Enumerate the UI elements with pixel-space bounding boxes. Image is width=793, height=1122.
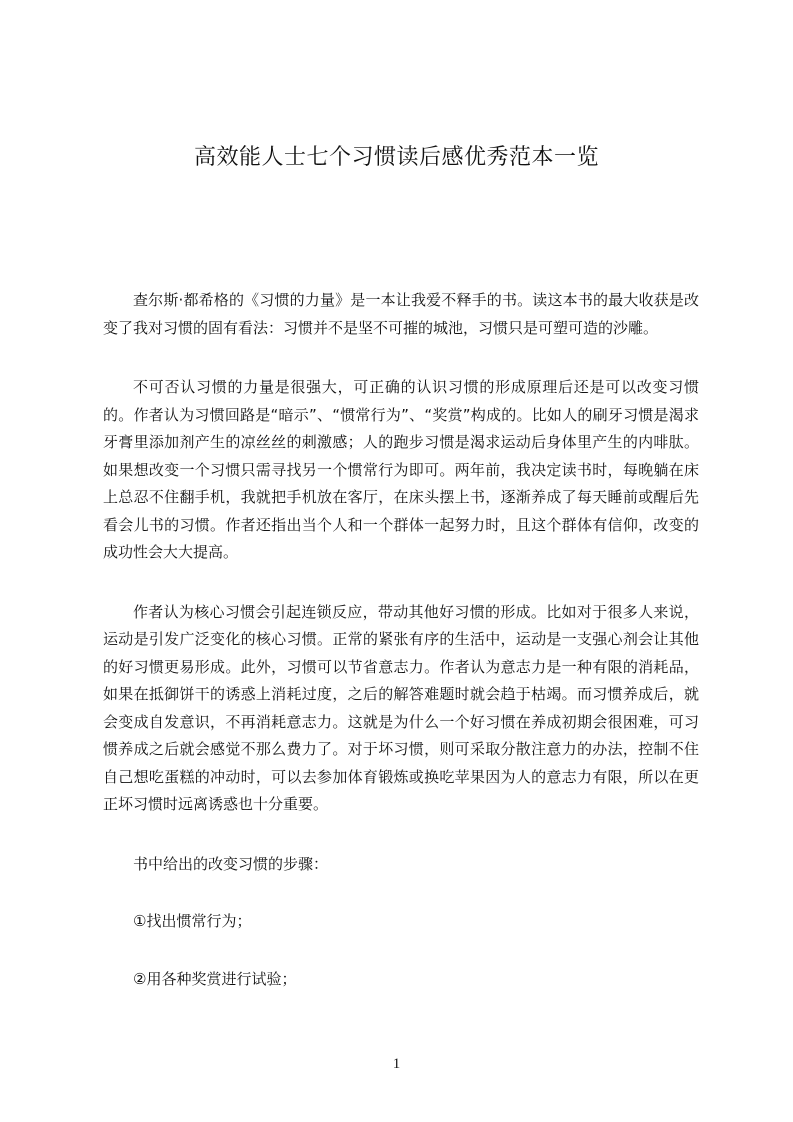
paragraph-keystone-habits: 作者认为核心习惯会引起连锁反应，带动其他好习惯的形成。比如对于很多人来说，运动是引发广泛变化的核心习惯。正常的紧张有序的生活中，运动是一支强心剂会让其他的好习惯更易形成。此外，习惯可以节省意志力。作者认为意志力是一种有限的消耗品，如果在抵御饼干的诱惑上消耗过度，之后的解答难题时就会趋于枯竭。而习惯养成后，就会变成自发意识，不再消耗意志力。这就是为什么一个好习惯在养成初期会很困难，可习惯养成之后就会感觉不那么费力了。对于坏习惯，则可采取分散注意力的办法，控制不住自己想吃蛋糕的冲动时，可以去参加体育锻炼或换吃苹果因为人的意志力有限，所以在更正坏习惯时远离诱惑也十分重要。 <box>103 602 699 813</box>
paragraph-step-2: ②用各种奖赏进行试验； <box>133 969 297 988</box>
document-body <box>103 287 699 1023</box>
paragraph-step-1: ①找出惯常行为； <box>133 912 252 930</box>
paragraph-intro: 查尔斯·都希格的《习惯的力量》是一本让我爱不释手的书。读这本书的最大收获是改变了我对习惯的固有看法：习惯并不是坚不可摧的城池，习惯只是可塑可造的沙雕。 <box>103 291 699 337</box>
paragraph-steps-heading: 书中给出的改变习惯的步骤： <box>133 854 329 873</box>
page-number: 1 <box>392 1056 401 1072</box>
paragraph-habit-loop: 不可否认习惯的力量是很强大，可正确的认识习惯的形成原理后还是可以改变习惯的。作者认为习惯回路是“暗示”、“惯常行为”、“奖赏”构成的。比如人的刷牙习惯是渴求牙膏里添加剂产生的凉丝丝的刺激感；人的跑步习惯是渴求运动后身体里产生的内啡肽。如果想改变一个习惯只需寻找另一个惯常行为即可。两年前，我决定读书时，每晚躺在床上总忍不住翻手机，我就把手机放在客厅，在床头摆上书，逐渐养成了每天睡前或醒后先看会儿书的习惯。作者还指出当个人和一个群体一起努力时，且这个群体有信仰，改变的成功性会大大提高。 <box>103 378 699 561</box>
document-title: 高效能人士七个习惯读后感优秀范本一览 <box>193 145 599 170</box>
